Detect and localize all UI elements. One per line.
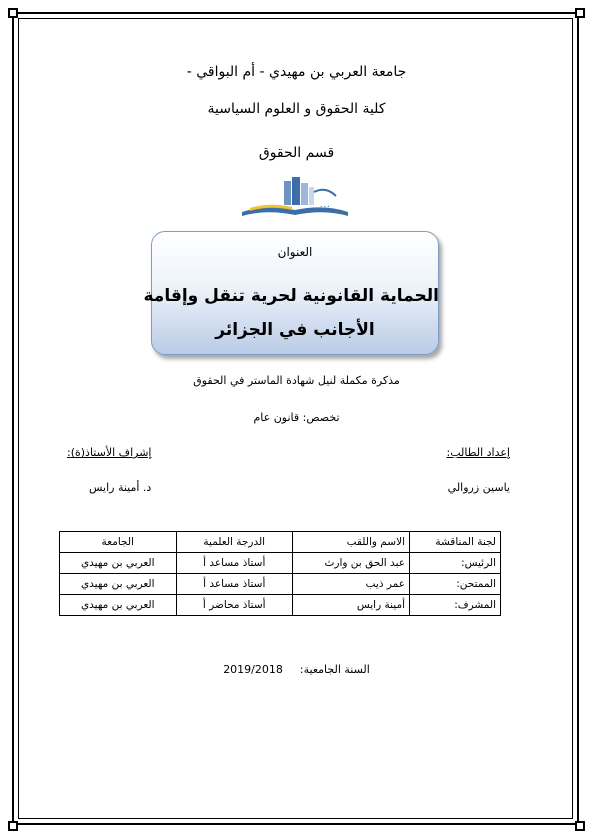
academic-year-label: السنة الجامعية: bbox=[299, 663, 370, 676]
university-logo bbox=[236, 172, 354, 220]
corner-ornament bbox=[575, 821, 585, 831]
table-cell: أستاذ مساعد أ bbox=[176, 553, 293, 574]
faculty-name: كلية الحقوق و العلوم السياسية bbox=[207, 101, 386, 117]
svg-text:• • •: • • • bbox=[320, 204, 330, 209]
table-header-row bbox=[60, 532, 501, 553]
corner-ornament bbox=[8, 821, 18, 831]
table-cell: العربي بن مهيدي bbox=[60, 595, 177, 616]
supervision-label: إشراف الأستاذ(ة): bbox=[67, 446, 152, 459]
table-header-cell: الجامعة bbox=[60, 532, 177, 553]
university-name: جامعة العربي بن مهيدي - أم البواقي - bbox=[186, 64, 407, 80]
title-label: العنوان bbox=[277, 245, 313, 259]
corner-ornament bbox=[575, 8, 585, 18]
table-cell: العربي بن مهيدي bbox=[60, 553, 177, 574]
table-cell: أستاذ مساعد أ bbox=[176, 574, 293, 595]
supervisor-name: د. أمينة رايس bbox=[89, 481, 152, 494]
academic-year bbox=[0, 663, 593, 676]
table-header-cell: الاسم واللقب bbox=[293, 532, 410, 553]
table-cell: الممتحن: bbox=[410, 574, 501, 595]
thesis-title-line-2: الأجانب في الجزائر bbox=[215, 320, 375, 340]
academic-year-value: 2019/2018 bbox=[223, 663, 283, 676]
student-name: ياسين زروالي bbox=[447, 481, 510, 494]
table-cell: الرئيس: bbox=[410, 553, 501, 574]
table-header-cell: لجنة المناقشة bbox=[410, 532, 501, 553]
table-cell: أستاذ محاضر أ bbox=[176, 595, 293, 616]
table-row bbox=[60, 595, 501, 616]
specialization: تخصص: قانون عام bbox=[253, 411, 340, 424]
prepared-by-label: إعداد الطالب: bbox=[446, 446, 510, 459]
table-cell: عمر ذيب bbox=[293, 574, 410, 595]
committee-table bbox=[59, 531, 501, 616]
table-cell: المشرف: bbox=[410, 595, 501, 616]
table-cell: عبد الحق بن وارث bbox=[293, 553, 410, 574]
memo-description: مذكرة مكملة لنيل شهادة الماستر في الحقوق bbox=[193, 374, 400, 387]
table-cell: أمينة رايس bbox=[293, 595, 410, 616]
department-name: قسم الحقوق bbox=[258, 145, 335, 161]
corner-ornament bbox=[8, 8, 18, 18]
table-row bbox=[60, 553, 501, 574]
table-row bbox=[60, 574, 501, 595]
table-cell: العربي بن مهيدي bbox=[60, 574, 177, 595]
table-header-cell: الدرجة العلمية bbox=[176, 532, 293, 553]
thesis-title-line-1: الحماية القانونية لحرية تنقل وإقامة bbox=[143, 286, 439, 306]
